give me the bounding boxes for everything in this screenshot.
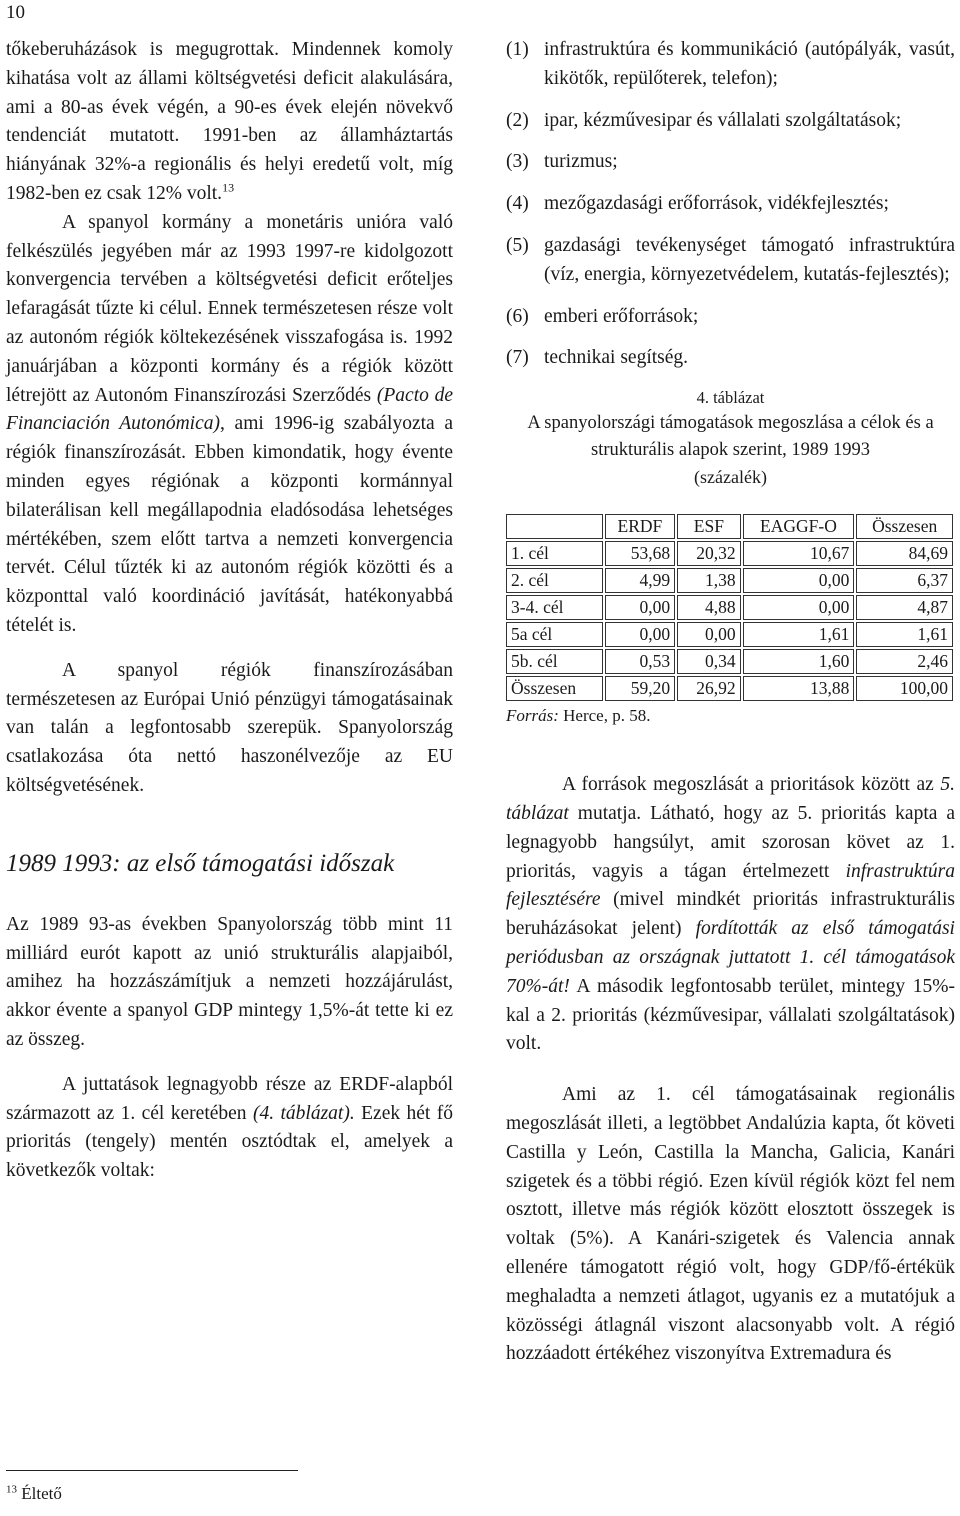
table-cell: 13,88 [743, 676, 855, 701]
table-header-cell [506, 514, 603, 539]
table-cell: 10,67 [743, 541, 855, 566]
table-header-row [506, 514, 953, 539]
table-cell: 53,68 [605, 541, 675, 566]
table-cell: 0,34 [677, 649, 741, 674]
table-source [506, 705, 955, 727]
section-title: 1989 1993: az első támogatási időszak [6, 849, 395, 877]
footnote-number: 13 [6, 1483, 17, 1496]
table-cell: 1. cél [506, 541, 603, 566]
table-cell: 26,92 [677, 676, 741, 701]
priority-text: turizmus; [544, 151, 618, 173]
paragraph-5-text-a: A juttatások legnagyobb része az ERDF-alapból származott az 1. cél keretében [6, 1073, 453, 1124]
priority-number: (5) [506, 234, 529, 256]
table-cell: 20,32 [677, 541, 741, 566]
paragraph-5-italic: (4. táblázat). [252, 1102, 355, 1124]
paragraph-1 [6, 36, 453, 209]
table-cell: 5a cél [506, 622, 603, 647]
priority-item [506, 36, 955, 94]
priority-text: emberi erőforrások; [544, 305, 699, 327]
table-cell: 0,53 [605, 649, 675, 674]
footnote-text: Éltető [21, 1484, 62, 1503]
priority-number: (7) [506, 347, 529, 369]
paragraph-6-italic-1: 5. táblázat [506, 774, 955, 824]
left-column [6, 36, 453, 1186]
paragraph-4: Az 1989 93-as években Spanyolország több mint 11 milliárd eurót kapott az unió strukturális alapjaiból, amihez ha hozzászámítjuk a nemzeti hozzájárulást, akkor évente a spanyol GDP mintegy 1,5%-át tette ki ez az összeg. [6, 913, 453, 1050]
table-cell: 1,38 [677, 568, 741, 593]
table-cell: 0,00 [605, 622, 675, 647]
table-row [506, 568, 953, 593]
table-row [506, 595, 953, 620]
priority-list [506, 36, 955, 373]
priority-item [506, 303, 955, 332]
table-unit: (százalék) [694, 467, 767, 488]
paragraph-2-italic: (Pacto de Financiación Autonómica) [6, 384, 454, 435]
priority-number: (3) [506, 151, 529, 173]
table-cell: 3-4. cél [506, 595, 603, 620]
table-cell: 0,00 [677, 622, 741, 647]
paragraph-2 [6, 209, 453, 641]
table-cell: 0,00 [743, 568, 855, 593]
table-header-cell: Összesen [856, 514, 953, 539]
table-header-cell: ERDF [605, 514, 675, 539]
paragraph-3: A spanyol régiók finanszírozásában természetesen az Európai Unió pénzügyi támogatásainak van talán a legfontosabb szerepük. Spanyolország csatlakozása óta nettó haszonélvezője az EU költségvetésének. [6, 659, 453, 796]
table-header-cell: ESF [677, 514, 741, 539]
priority-number: (1) [506, 39, 529, 60]
paragraph-6-italic-3: fordították az első támogatási periódusban az országnak juttatott 1. cél támogatások 70%-át! [506, 918, 955, 997]
table-cell: 84,69 [856, 541, 953, 566]
table-cell: 6,37 [856, 568, 953, 593]
footnote-divider [6, 1470, 298, 1471]
paragraph-5-text-b: Ezek hét fő prioritás (tengely) mentén osztódtak el, amelyek a következők voltak: [6, 1102, 453, 1182]
paragraph-1-text: tőkeberuházások is megugrottak. Mindennek komoly kihatása volt az állami költségvetési deficit alakulására, ami a 80-as évek végén, a 90-es évek elején növekvő tendenciát mutatott. 1991-ben az államháztartás hiányának 32%-a regionális és helyi eredetű volt, míg 1982-ben ez csak 12% volt. [6, 39, 453, 204]
table-cell: 2. cél [506, 568, 603, 593]
priority-number: (2) [506, 109, 529, 131]
priority-item [506, 344, 955, 373]
table-cell: 2,46 [856, 649, 953, 674]
table-cell: 4,88 [677, 595, 741, 620]
paragraph-5 [6, 1071, 453, 1186]
priority-item [506, 148, 955, 177]
paragraph-6-text-c: (mivel mindkét prioritás infrastrukturális beruházásokat jelent) [506, 889, 955, 940]
paragraph-6 [506, 771, 955, 1059]
data-table [504, 512, 955, 703]
paragraph-2-text-a: A spanyol kormány a monetáris unióra való felkészülés jegyében már az 1993 1997-re kidolgozott konvergencia tervében a költségvetési deficit erőteljes lefaragását tűzte ki célul. Ennek természetesen része volt az autonóm régiók költekezésének visszafogása is. 1992 januárjában a központi kormány és a régiók között létrejött az Autonóm Finanszírozási Szerződés [6, 211, 453, 406]
paragraph-6-text-b: mutatja. Látható, hogy az 5. prioritás kapta a legnagyobb hangsúlyt, amit szorosan követ az 1. prioritás, vagyis a tágan értelmezett [506, 802, 955, 882]
source-label: Forrás: [506, 706, 559, 726]
footnote [6, 1484, 62, 1504]
table-cell: 100,00 [856, 676, 953, 701]
table-header-cell: EAGGF-O [743, 514, 855, 539]
source-text: Herce, p. 58. [558, 706, 651, 726]
priority-text: gazdasági tevékenységet támogató infrastruktúra (víz, energia, környezetvédelem, kutatás-fejlesztés); [544, 234, 955, 285]
table-caption: 4. táblázat [696, 388, 765, 408]
table-total-row [506, 676, 953, 701]
paragraph-7: Ami az 1. cél támogatásainak regionális megoszlását illeti, a legtöbbet Andalúzia kapta, őt követi Castilla y León, Castilla la Mancha, Galicia, Kanári szigetek és a többi régió. Ezen kívül régiók közt fel nem osztott, illetve más régiók között elosztott összegek is voltak (5%). A Kanári-szigetek és Valencia annak ellenére támogatott régió volt, hogy GDP/fő-értékük meghaladta a nemzeti átlagot, ugyanis ez a mutatójuk a közösségi átlagnál viszont alacsonyabb volt. A régió hozzáadott értékéhez viszonyítva Extremadura és [506, 1084, 955, 1365]
table-cell: 4,87 [856, 595, 953, 620]
paragraph-6-italic-2: infrastruktúra fejlesztésére [506, 860, 955, 911]
priority-number: (6) [506, 305, 529, 327]
footnote-ref: 13 [222, 180, 235, 195]
table-cell: 1,61 [856, 622, 953, 647]
table-cell: 0,00 [605, 595, 675, 620]
table-cell: 59,20 [605, 676, 675, 701]
paragraph-6-text-a: A források megoszlását a prioritások között az [562, 774, 941, 796]
priority-text: mezőgazdasági erőforrások, vidékfejlesztés; [544, 193, 889, 215]
priority-item [506, 190, 955, 219]
table-row [506, 622, 953, 647]
table-cell: 1,61 [743, 622, 855, 647]
table-cell: 0,00 [743, 595, 855, 620]
table-cell: 5b. cél [506, 649, 603, 674]
priority-text: technikai segítség. [544, 347, 689, 369]
priority-number: (4) [506, 193, 529, 215]
priority-item [506, 107, 955, 136]
table-row [506, 541, 953, 566]
priority-item [506, 232, 955, 290]
page-number: 10 [6, 2, 25, 23]
paragraph-6-text-d: A második legfontosabb terület, mintegy 15%-kal a 2. prioritás (kézművesipar, vállalati szolgáltatások) volt. [506, 975, 955, 1055]
table-cell: Összesen [506, 676, 603, 701]
priority-text: ipar, kézművesipar és vállalati szolgáltatások; [544, 109, 902, 131]
table-title: A spanyolországi támogatások megoszlása a célok és a strukturális alapok szerint, 1989 1993 [527, 413, 934, 461]
priority-text: infrastruktúra és kommunikáció (autópályák, vasút, kikötők, repülőterek, telefon); [544, 39, 955, 89]
table-row [506, 649, 953, 674]
paragraph-2-text-b: , ami 1996-ig szabályozta a régiók finanszírozását. Ebben kimondatik, hogy évente minden egyes régiónak a központi kormánnyal bilaterálisan kell megállapodnia eladósodása lehetséges mértékében, szem előtt tartva a nemzeti konvergencia tervét. Célul tűzték ki az autonóm régiók közötti és a központtal való koordináció javítását, hatékonyabbá tételét is. [6, 413, 453, 636]
table-cell: 1,60 [743, 649, 855, 674]
right-column [506, 36, 955, 1369]
table-cell: 4,99 [605, 568, 675, 593]
